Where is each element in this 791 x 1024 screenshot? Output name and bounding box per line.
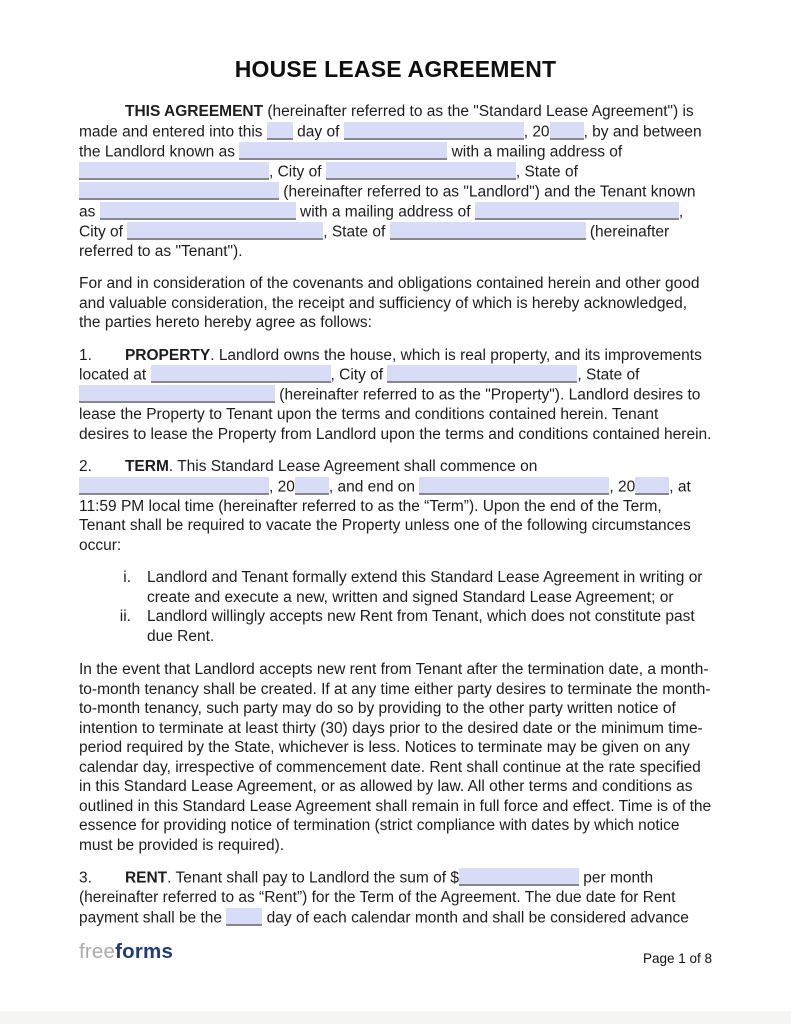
text-run: , 20	[609, 478, 636, 495]
text-run: For and in consideration of the covenants and obligations contained herein and other good and valuable consideration, the receipt and sufficiency of which is hereby acknowledged, the parties hereto hereby agree as follows:	[79, 275, 700, 331]
tab-spacer	[92, 882, 125, 883]
tenant-city-blank-field[interactable]	[127, 222, 323, 240]
end-year-blank-field[interactable]	[635, 477, 669, 495]
list-item-text	[147, 607, 712, 646]
text-run: Landlord and Tenant formally extend this Standard Lease Agreement in writing or create and execute a new, written and signed Standard Lease Agreement; or	[147, 569, 703, 606]
list-marker: i.	[123, 569, 131, 586]
text-run: , 20	[523, 123, 550, 140]
term-extension-item	[79, 568, 712, 607]
text-run: , 20	[269, 478, 295, 495]
year-blank-field[interactable]	[550, 122, 584, 140]
consideration-paragraph	[79, 274, 712, 333]
text-run: per month (hereinafter referred to as “Rent”) for the Term of the Agreement. The due date for Rent payment shall be the	[79, 869, 676, 926]
text-run: , State of	[515, 163, 578, 180]
text-run: 2.	[79, 458, 92, 475]
text-run: Landlord willingly accepts new Rent from Tenant, which does not constitute past due Rent.	[147, 608, 695, 645]
property-state-blank-field[interactable]	[79, 385, 275, 403]
text-run: 1.	[79, 346, 92, 364]
page-bottom-edge	[0, 1011, 791, 1024]
document-content	[79, 56, 712, 941]
section-3-rent	[79, 868, 712, 928]
holdover-paragraph	[79, 660, 712, 855]
commencement-date-blank-field[interactable]	[79, 477, 269, 495]
text-run: . This Standard Lease Agreement shall commence on	[168, 458, 538, 475]
tenant-state-blank-field[interactable]	[390, 222, 586, 240]
document-title: HOUSE LEASE AGREEMENT	[234, 56, 557, 82]
text-run: , by and between the Landlord known as	[79, 123, 702, 160]
landlord-city-blank-field[interactable]	[326, 162, 516, 180]
text-run: (hereinafter referred to as the "Standard Lease Agreement") is made and entered into this	[79, 103, 694, 140]
text-run: (hereinafter referred to as "Landlord") and the Tenant known as	[79, 183, 696, 220]
logo-forms-text: forms	[115, 940, 174, 963]
tab-spacer	[92, 359, 125, 360]
rent-due-day-blank-field[interactable]	[226, 908, 262, 926]
text-run: , City of	[269, 163, 326, 180]
text-run: (hereinafter referred to as "Tenant").	[79, 223, 670, 260]
text-run: . Landlord owns the house, which is real property, and its improvements located at	[79, 346, 702, 384]
section-2-term	[79, 457, 712, 555]
tenant-mailing-address-blank-field[interactable]	[475, 202, 679, 220]
text-run: day of each calendar month and shall be considered advance	[262, 909, 689, 926]
text-run: with a mailing address of	[447, 143, 623, 160]
section-1-property	[79, 346, 712, 445]
text-run: , State of	[577, 366, 640, 384]
monthly-rent-amount-blank-field[interactable]	[459, 868, 579, 886]
intro-paragraph	[79, 102, 712, 261]
bold-text-run: RENT	[124, 869, 168, 887]
day-of-month-blank-field[interactable]	[267, 122, 293, 140]
freeforms-logo	[79, 941, 173, 963]
text-run: . Tenant shall pay to Landlord the sum of $	[167, 869, 459, 887]
text-run: , City of	[330, 366, 388, 384]
document-body	[79, 102, 712, 928]
term-new-rent-item	[79, 607, 712, 646]
text-run: , at 11:59 PM local time (hereinafter referred to as the “Term”). Upon the end of the Term, Tenant shall be required to vacate the Property unless one of the following circumstances occur:	[79, 478, 691, 554]
page-footer	[79, 941, 712, 969]
tenant-name-blank-field[interactable]	[100, 202, 296, 220]
text-run: , and end on	[328, 478, 420, 495]
landlord-state-blank-field[interactable]	[79, 182, 279, 200]
text-run: In the event that Landlord accepts new rent from Tenant after the termination date, a month-to-month tenancy shall be created. If at any time either party desires to terminate the month-to-month tenancy, such party may do so by providing to the other party written notice of intention to terminate at least thirty (30) days prior to the desired date or the minimum time-period required by the State, whichever is less. Notices to terminate may be given on any calendar day, irrespective of commencement date. Rent shall continue at the rate specified in this Standard Lease Agreement, or as allowed by law. All other terms and conditions as outlined in this Standard Lease Agreement shall remain in full force and effect. Time is of the essence for providing notice of termination (strict compliance with dates by which notice must be provided is required).	[79, 661, 712, 854]
text-run: (hereinafter referred to as the "Property"). Landlord desires to lease the Property to Tenant upon the terms and conditions contained herein. Tenant desires to lease the Property from Landlord upon the terms and conditions contained herein.	[79, 386, 712, 443]
list-marker: ii.	[119, 608, 131, 625]
landlord-mailing-address-blank-field[interactable]	[79, 162, 269, 180]
text-run: with a mailing address of	[295, 203, 475, 220]
page-number: Page 1 of 8	[642, 951, 712, 966]
commencement-year-blank-field[interactable]	[295, 477, 329, 495]
tab-spacer	[79, 115, 125, 116]
bold-text-run: PROPERTY	[124, 346, 211, 364]
text-run: day of	[292, 123, 344, 140]
property-address-blank-field[interactable]	[151, 365, 331, 383]
text-run: , City of	[79, 203, 684, 240]
end-date-blank-field[interactable]	[419, 477, 609, 495]
term-circumstances-list	[79, 568, 712, 646]
tab-spacer	[92, 470, 125, 471]
month-blank-field[interactable]	[344, 122, 524, 140]
landlord-name-blank-field[interactable]	[239, 142, 447, 160]
property-city-blank-field[interactable]	[387, 365, 577, 383]
text-run: , State of	[323, 223, 390, 240]
text-run: 3.	[79, 869, 92, 887]
bold-text-run: TERM	[124, 458, 169, 475]
bold-text-run: THIS AGREEMENT	[125, 103, 264, 120]
list-item-text	[147, 568, 712, 607]
logo-free-text: free	[79, 940, 116, 963]
